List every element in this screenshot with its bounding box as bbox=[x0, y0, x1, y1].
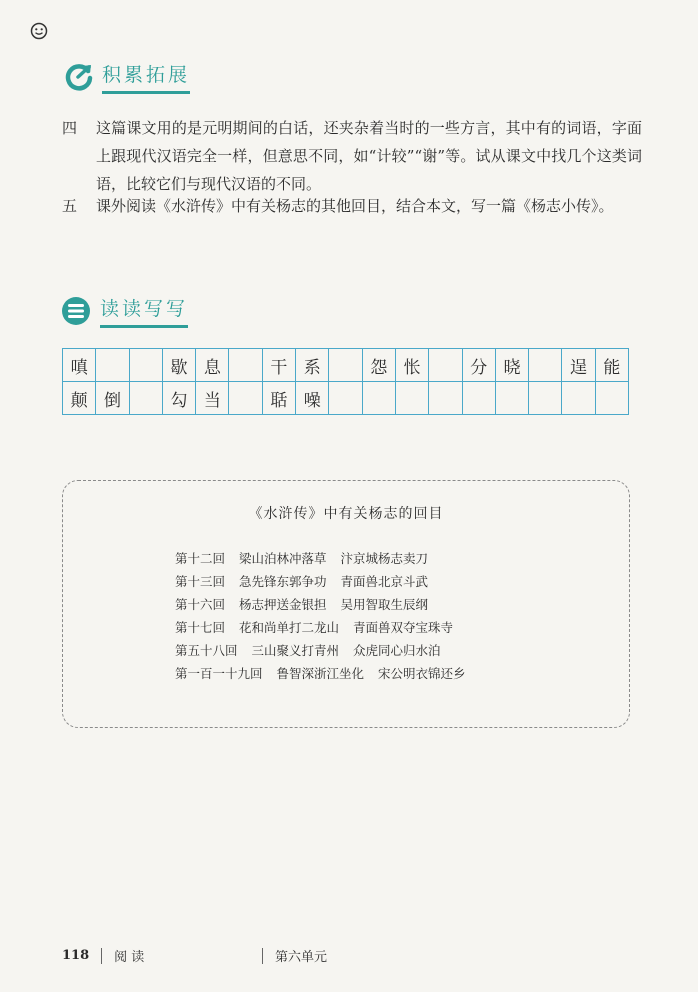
chapter-line-a: 鲁智深浙江坐化 bbox=[276, 666, 365, 681]
chapter-number: 第五十八回 bbox=[175, 643, 238, 658]
chapter-number: 第十六回 bbox=[175, 597, 226, 612]
grid-cell: 怅 bbox=[395, 349, 428, 382]
grid-cell bbox=[429, 349, 462, 382]
grid-cell: 当 bbox=[196, 382, 229, 415]
grid-cell: 干 bbox=[262, 349, 295, 382]
arrow-circle-icon bbox=[64, 62, 94, 92]
grid-cell: 分 bbox=[462, 349, 495, 382]
section-title: 积累拓展 bbox=[102, 60, 190, 94]
page-number: 118 bbox=[62, 948, 90, 963]
grid-cell bbox=[529, 349, 562, 382]
grid-cell: 歇 bbox=[162, 349, 195, 382]
grid-cell bbox=[595, 382, 628, 415]
grid-cell: 勾 bbox=[162, 382, 195, 415]
grid-cell: 息 bbox=[196, 349, 229, 382]
grid-cell bbox=[96, 349, 129, 382]
grid-cell bbox=[229, 382, 262, 415]
footer-divider bbox=[101, 948, 102, 964]
smiley-icon bbox=[30, 22, 48, 40]
chapter-number: 第十二回 bbox=[175, 551, 226, 566]
chapter-line-a: 三山聚义打青州 bbox=[251, 643, 340, 658]
grid-cell bbox=[329, 382, 362, 415]
footer-unit-wrap bbox=[262, 946, 327, 965]
chapter-line-b: 吴用智取生辰纲 bbox=[340, 597, 429, 612]
grid-cell bbox=[495, 382, 528, 415]
chapter-item bbox=[175, 547, 466, 570]
grid-cell: 嗔 bbox=[63, 349, 96, 382]
chapter-line-b: 众虎同心归水泊 bbox=[353, 643, 441, 658]
chapter-number: 第十七回 bbox=[175, 620, 226, 635]
chapter-item bbox=[175, 639, 466, 662]
chapter-item bbox=[175, 616, 466, 639]
grid-cell bbox=[429, 382, 462, 415]
grid-cell bbox=[329, 349, 362, 382]
grid-cell bbox=[462, 382, 495, 415]
grid-cell bbox=[395, 382, 428, 415]
section-title: 读读写写 bbox=[100, 294, 188, 328]
grid-cell: 噪 bbox=[296, 382, 329, 415]
task-number: 四 bbox=[62, 119, 78, 137]
grid-cell: 聒 bbox=[262, 382, 295, 415]
chapter-list bbox=[175, 547, 466, 685]
chapter-line-b: 青面兽双夺宝珠寺 bbox=[353, 620, 454, 635]
task-item bbox=[62, 114, 642, 198]
grid-cell: 逞 bbox=[562, 349, 595, 382]
grid-cell: 晓 bbox=[495, 349, 528, 382]
grid-cell bbox=[129, 349, 162, 382]
word-grid bbox=[62, 348, 629, 415]
word-grid-row bbox=[63, 382, 629, 415]
grid-cell: 能 bbox=[595, 349, 628, 382]
footer-section: 阅 读 bbox=[114, 950, 145, 965]
reading-box-title: 《水浒传》中有关杨志的回目 bbox=[248, 506, 444, 522]
grid-cell bbox=[562, 382, 595, 415]
chapter-line-a: 杨志押送金银担 bbox=[239, 597, 327, 612]
chapter-number: 第一百一十九回 bbox=[175, 666, 263, 681]
chapter-line-b: 宋公明衣锦还乡 bbox=[378, 666, 466, 681]
chapter-number: 第十三回 bbox=[175, 574, 226, 589]
chapter-item bbox=[175, 593, 466, 616]
chapter-item bbox=[175, 662, 466, 685]
footer-divider bbox=[262, 948, 263, 964]
reading-box bbox=[62, 480, 630, 728]
task-number: 五 bbox=[62, 197, 78, 215]
page-footer bbox=[62, 946, 328, 965]
task-text: 这篇课文用的是元明期间的白话，还夹杂着当时的一些方言，其中有的词语，字面上跟现代汉语完全一样，但意思不同，如“计较”“谢”等。试从课文中找几个这类词语，比较它们与现代汉语的不同。 bbox=[96, 119, 642, 193]
grid-cell bbox=[129, 382, 162, 415]
section-header-read-write bbox=[60, 294, 188, 328]
grid-cell bbox=[529, 382, 562, 415]
footer-unit: 第六单元 bbox=[275, 950, 328, 965]
grid-cell: 倒 bbox=[96, 382, 129, 415]
grid-cell bbox=[362, 382, 395, 415]
grid-cell: 颠 bbox=[63, 382, 96, 415]
chapter-line-a: 花和尚单打二龙山 bbox=[239, 620, 340, 635]
chapter-line-b: 汴京城杨志卖刀 bbox=[340, 551, 429, 566]
task-item bbox=[62, 192, 642, 220]
chapter-line-b: 青面兽北京斗武 bbox=[340, 574, 429, 589]
word-grid-row bbox=[63, 349, 629, 382]
grid-cell: 怨 bbox=[362, 349, 395, 382]
grid-cell: 系 bbox=[296, 349, 329, 382]
chapter-item bbox=[175, 570, 466, 593]
task-text: 课外阅读《水浒传》中有关杨志的其他回目，结合本文，写一篇《杨志小传》。 bbox=[96, 197, 614, 215]
grid-cell bbox=[229, 349, 262, 382]
chapter-line-a: 梁山泊林冲落草 bbox=[239, 551, 327, 566]
section-header-accumulate bbox=[64, 60, 190, 94]
chapter-line-a: 急先锋东郭争功 bbox=[239, 574, 327, 589]
list-circle-icon bbox=[60, 295, 92, 327]
